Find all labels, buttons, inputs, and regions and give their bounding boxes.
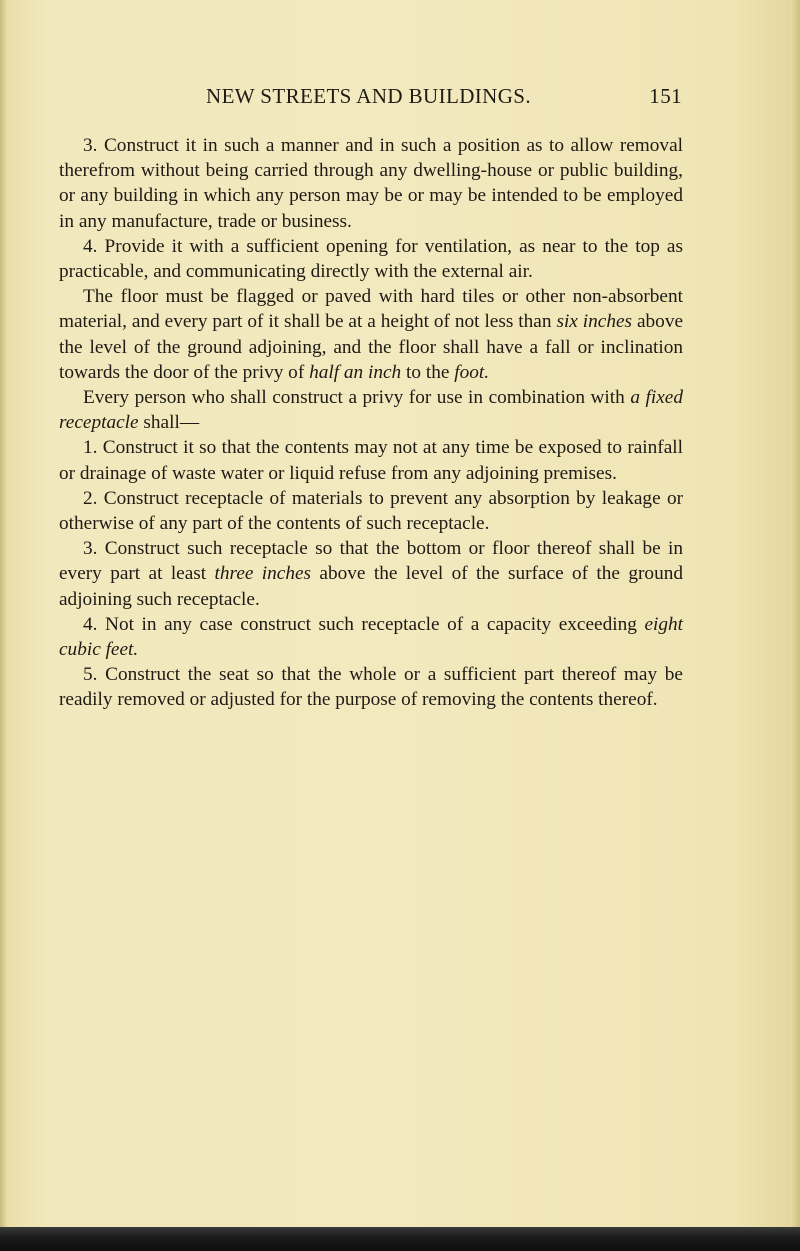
paragraph: 3. Construct it in such a manner and in such a position as to allow removal therefrom without being carried through any dwelling-house or public building, or any building in which any person may be or may be intended to be employed in any manufacture, trade or business.: [59, 135, 683, 232]
running-header-title: NEW STREETS AND BUILDINGS.: [206, 84, 532, 108]
paragraph: 4. Not in any case construct such receptacle of a capacity exceeding eight cubic feet.: [59, 613, 683, 661]
paragraph: 3. Construct such receptacle so that the bottom or floor thereof shall be in every part at least three inches above the level of the surface of the ground adjoining such receptacle.: [59, 538, 683, 610]
paragraph: The floor must be flagged or paved with hard tiles or other non-absorbent material, and every part of it shall be at a height of not less than six inches above the level of the ground adjoining, and the floor shall have a fall or inclination towards the door of the privy of half an inch to the foot.: [59, 286, 684, 383]
paragraph: 2. Construct receptacle of materials to prevent any absorption by leakage or otherwise of any part of the contents of such receptacle.: [59, 487, 683, 535]
page-number: 151: [649, 84, 682, 108]
page-bottom-edge: [0, 1227, 800, 1251]
paragraph: 5. Construct the seat so that the whole or a sufficient part thereof may be readily removed or adjusted for the purpose of removing the contents thereof.: [59, 664, 683, 711]
page-right-edge: [790, 0, 800, 1251]
paragraph: 1. Construct it so that the contents may not at any time be exposed to rainfall or drainage of waste water or liquid refuse from any adjoining premises.: [59, 437, 683, 484]
page-left-edge: [0, 0, 7, 1251]
paragraph: Every person who shall construct a privy for use in combination with a fixed receptacle shall—: [59, 387, 683, 434]
body-text: [59, 133, 683, 713]
running-header: [206, 84, 682, 110]
paragraph: 4. Provide it with a sufficient opening for ventilation, as near to the top as practicable, and communicating directly with the external air.: [59, 235, 683, 283]
